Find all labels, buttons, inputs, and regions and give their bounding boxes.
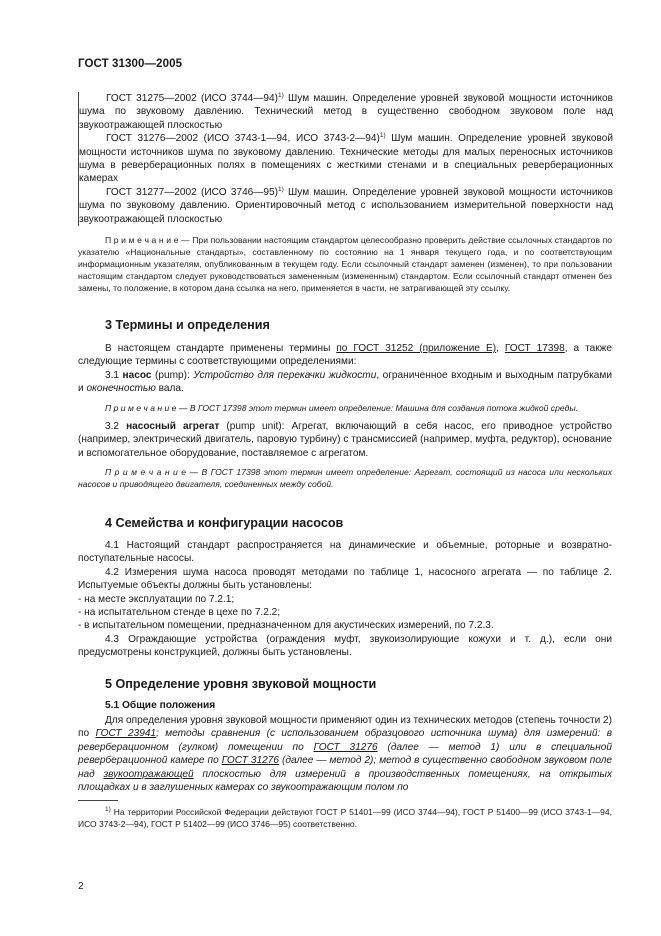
paragraph: 4.2 Измерения шума насоса проводят методами по таблице 1, насосного агрегата — по таблице 2. Испытуемые объекты должны быть установлены: (78, 566, 612, 592)
paragraph: В настоящем стандарте применены термины по ГОСТ 31252 (приложение Е), ГОСТ 17398, а также следующие термины с соответствующими определениями: (78, 343, 612, 368)
footnote-divider (78, 800, 118, 801)
paragraph: 4.1 Настоящий стандарт распространяется на динамические и объемные, роторные и возвратно-поступательные насосы. (78, 540, 612, 565)
term-note: П р и м е ч а н и е — В ГОСТ 17398 этот термин имеет определение: Агрегат, состоящий из насоса или нескольких насосов и приводящего двигателя, соединенных между собой. (78, 466, 612, 490)
reference-item: ГОСТ 31275—2002 (ИСО 3744—94)$^{1)}$ Шум машин. Определение уровней звуковой мощности источников шума по звуковому давлению. Технический метод в существенно свободном звуковом поле над звукоотражающей плоскостью (79, 92, 614, 131)
subsection-title: 5.1 Общие положения (105, 700, 216, 711)
doc-link[interactable]: ГОСТ 31276 (221, 755, 279, 767)
section-5 (78, 677, 612, 794)
doc-link[interactable]: ГОСТ 17398 (504, 343, 565, 354)
section-3 (78, 318, 612, 490)
doc-link[interactable]: по ГОСТ 31252 (приложение Е) (336, 343, 497, 354)
normative-references (78, 92, 613, 226)
list-item: - на испытательном стенде в цехе по 7.2.2; (78, 607, 281, 619)
page-number: 2 (78, 881, 84, 892)
section-title: 5 Определение уровня звуковой мощности (105, 677, 377, 691)
references-note: П р и м е ч а н и е — При пользовании настоящим стандартом целесообразно проверить действие ссылочных стандартов по указателю «Национальные стандарты», составленному по состоянию на 1 января текущего года, и по соответствующим информационным указателям, опубликованным в текущем году. Если ссылочный стандарт заменен (изменен), то при пользовании настоящим стандартом следует руководствоваться замененным (измененным) стандартом. Если ссылочный стандарт отменен без замены, то положение, в котором дана ссылка на него, применяется в части, не затрагивающей эту ссылку. (78, 235, 612, 294)
paragraph: Для определения уровня звуковой мощности применяют один из технических методов (степень точности 2) по ГОСТ 23941; методы сравнения (с использованием образцового источника шума) для измерений: в реверберационном (гулком) помещении по ГОСТ 31276 (далее — метод 1) или в специальной реверберационной камере по ГОСТ 31276 (далее — метод 2); метод в существенно свободном звуковом поле над звукоотражающей плоскостью для измерений в производственных помещениях, на открытых площадках и в заглушенных камерах со звукоотражающим полом по (78, 715, 613, 794)
doc-link[interactable]: ГОСТ 23941 (95, 728, 157, 740)
term-note: П р и м е ч а н и е — В ГОСТ 17398 этот термин имеет определение: Машина для создания потока жидкой среды. (105, 402, 579, 413)
paragraph: 4.3 Ограждающие устройства (ограждения муфт, звукоизолирующие кожухи и т. д.), если они предусмотрены конструкцией, должны быть установлены. (78, 633, 612, 659)
doc-link[interactable]: ГОСТ 31276 (313, 741, 378, 753)
list-item: - в испытательном помещении, предназначенном для акустических измерений, по 7.2.3. (78, 620, 494, 632)
term-definition: 3.2 насосный агрегат (pump unit): Агрегат, включающий в себя насос, его приводное устройство (например, электрический двигатель, паровую турбину) с трансмиссией (например, муфта, редуктор), основание и вспомогательное оборудование, поставляемое с агрегатом. (78, 420, 613, 459)
section-title: 3 Термины и определения (105, 318, 270, 332)
section-4 (78, 516, 612, 660)
term-definition: 3.1 насос (pump): Устройство для перекачки жидкости, ограниченное входным и выходным патрубками и оконечностью вала. (78, 369, 612, 395)
reference-item: ГОСТ 31276—2002 (ИСО 3743-1—94, ИСО 3743-2—94)$^{1)}$ Шум машин. Определение уровней звуковой мощности источников шума по звуковому давлению. Технические методы для малых переносных источников шума в реверберационных полях в помещениях с жесткими стенами и в специальных реверберационных камерах (79, 132, 613, 185)
doc-link[interactable]: звукоотражающей (103, 768, 194, 780)
list-item: - на месте эксплуатации по 7.2.1; (78, 593, 235, 605)
reference-item: ГОСТ 31277—2002 (ИСО 3746—95)$^{1)}$ Шум машин. Определение уровней звуковой мощности источников шума по звуковому давлению. Ориентировочный метод с использованием измерительной поверхности над звукоотражающей плоскостью (79, 185, 614, 225)
page-header: ГОСТ 31300—2005 (78, 58, 183, 70)
footnote: $^{1)}$ На территории Российской Федерации действуют ГОСТ Р 51401—99 (ИСО 3744—94), ГОСТ Р 51400—99 (ИСО 3743-1—94, ИСО 3743-2—94), ГОСТ Р 51402—99 (ИСО 3746—95) соответственно. (78, 806, 612, 829)
section-title: 4 Семейства и конфигурации насосов (105, 516, 344, 530)
